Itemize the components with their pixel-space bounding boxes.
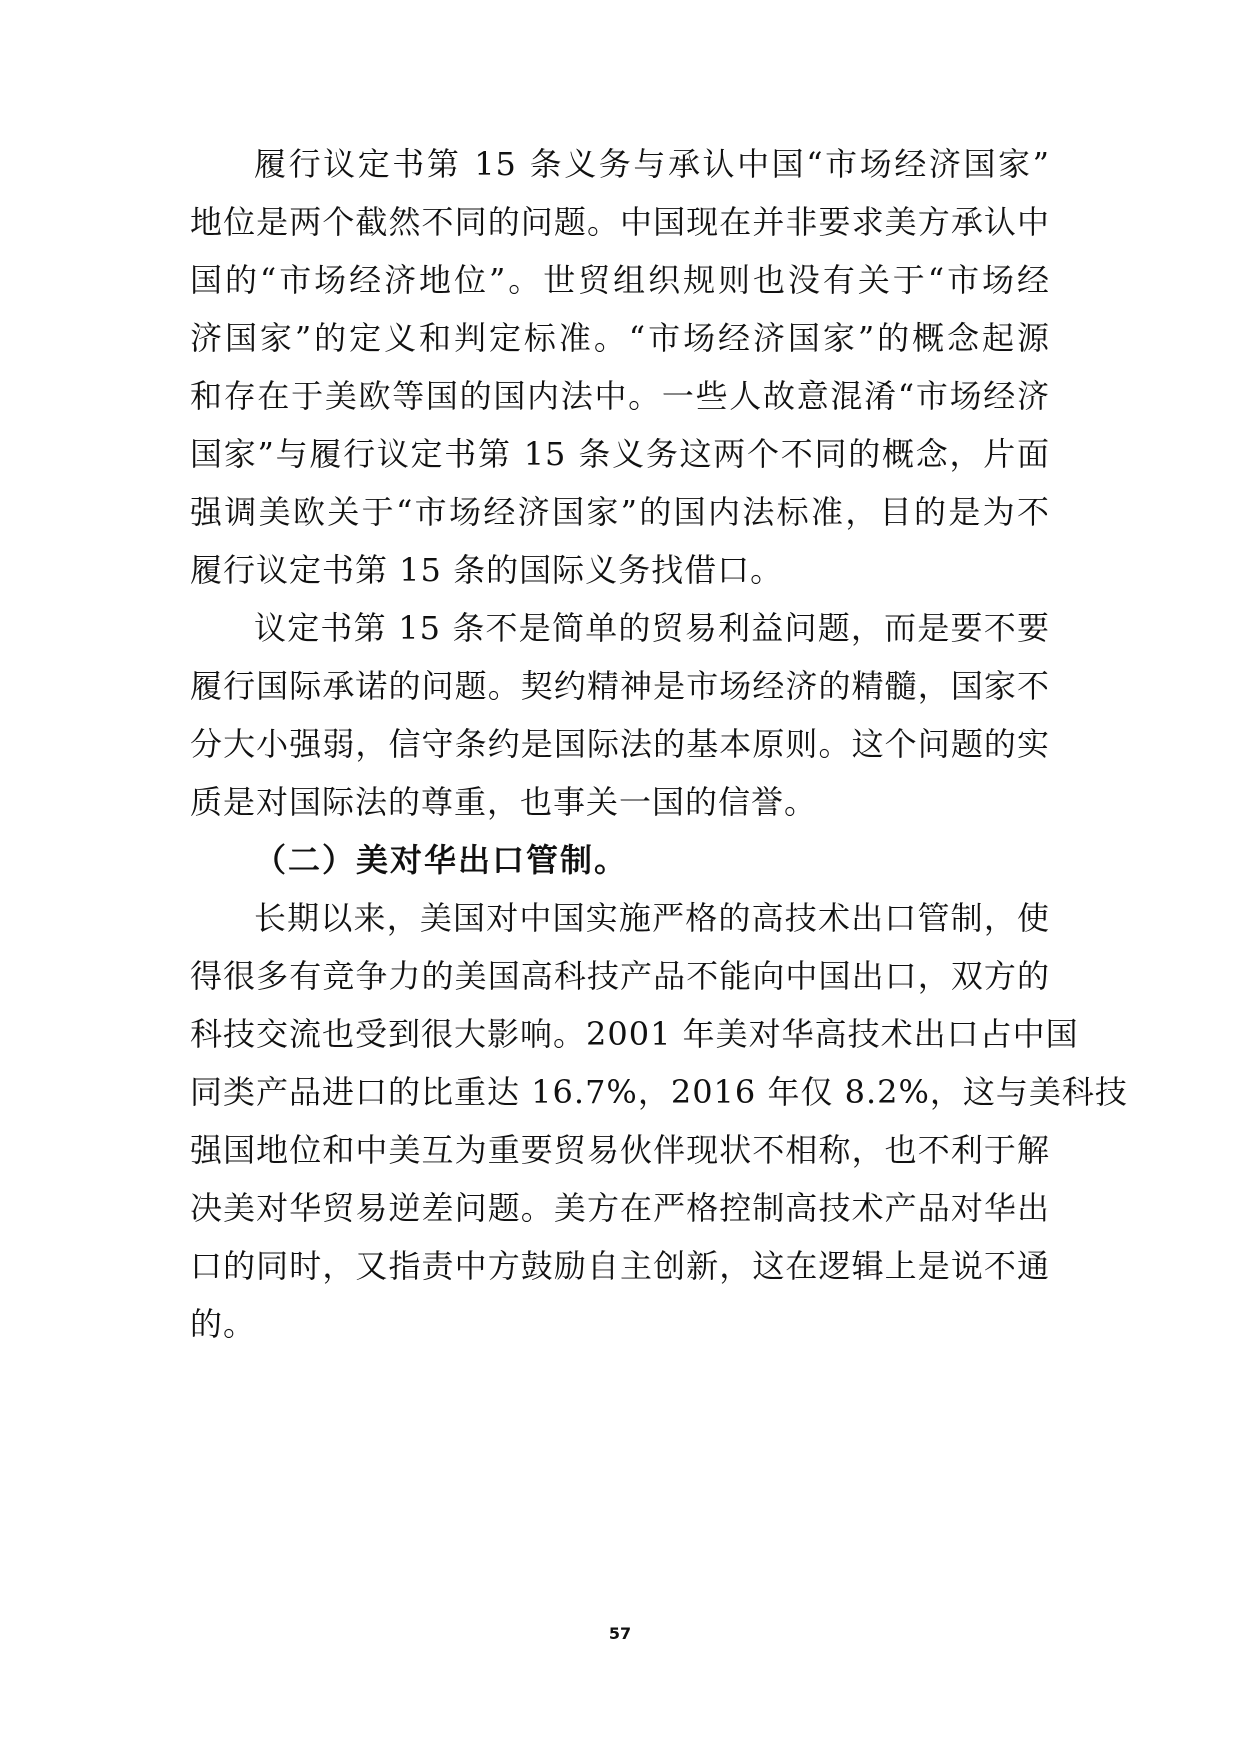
text-line: 科技交流也受到很大影响。2001 年美对华高技术出口占中国 [190,1015,1079,1053]
text-line: 质是对国际法的尊重，也事关一国的信誉。 [190,783,818,821]
text-line: 履行国际承诺的问题。契约精神是市场经济的精髓，国家不 [190,667,1050,705]
text-line: 议定书第 15 条不是简单的贸易利益问题，而是要不要 [254,609,1050,647]
text-line: 分大小强弱，信守条约是国际法的基本原则。这个问题的实 [190,725,1050,763]
text-line: 国家”与履行议定书第 15 条义务这两个不同的概念，片面 [190,435,1050,473]
page-number: 57 [608,1624,632,1643]
text-line: 强调美欧关于“市场经济国家”的国内法标准，目的是为不 [190,493,1050,531]
text-line: 的。 [190,1305,257,1343]
text-line: 决美对华贸易逆差问题。美方在严格控制高技术产品对华出 [190,1189,1050,1227]
text-line: 履行议定书第 15 条义务与承认中国“市场经济国家” [254,145,1050,183]
text-line: 口的同时，又指责中方鼓励自主创新，这在逻辑上是说不通 [190,1247,1050,1285]
section-heading: （二）美对华出口管制。 [254,841,629,879]
text-line: 济国家”的定义和判定标准。“市场经济国家”的概念起源 [190,319,1050,357]
text-line: 履行议定书第 15 条的国际义务找借口。 [190,551,784,589]
text-line: 地位是两个截然不同的问题。中国现在并非要求美方承认中 [190,203,1050,241]
text-line: 得很多有竞争力的美国高科技产品不能向中国出口，双方的 [190,957,1050,995]
text-line: 强国地位和中美互为重要贸易伙伴现状不相称，也不利于解 [190,1131,1050,1169]
text-line: 国的“市场经济地位”。世贸组织规则也没有关于“市场经 [190,261,1050,299]
text-line: 长期以来，美国对中国实施严格的高技术出口管制，使 [254,899,1050,937]
text-line: 和存在于美欧等国的国内法中。一些人故意混淆“市场经济 [190,377,1050,415]
text-line: 同类产品进口的比重达 16.7%，2016 年仅 8.2%，这与美科技 [190,1073,1128,1111]
